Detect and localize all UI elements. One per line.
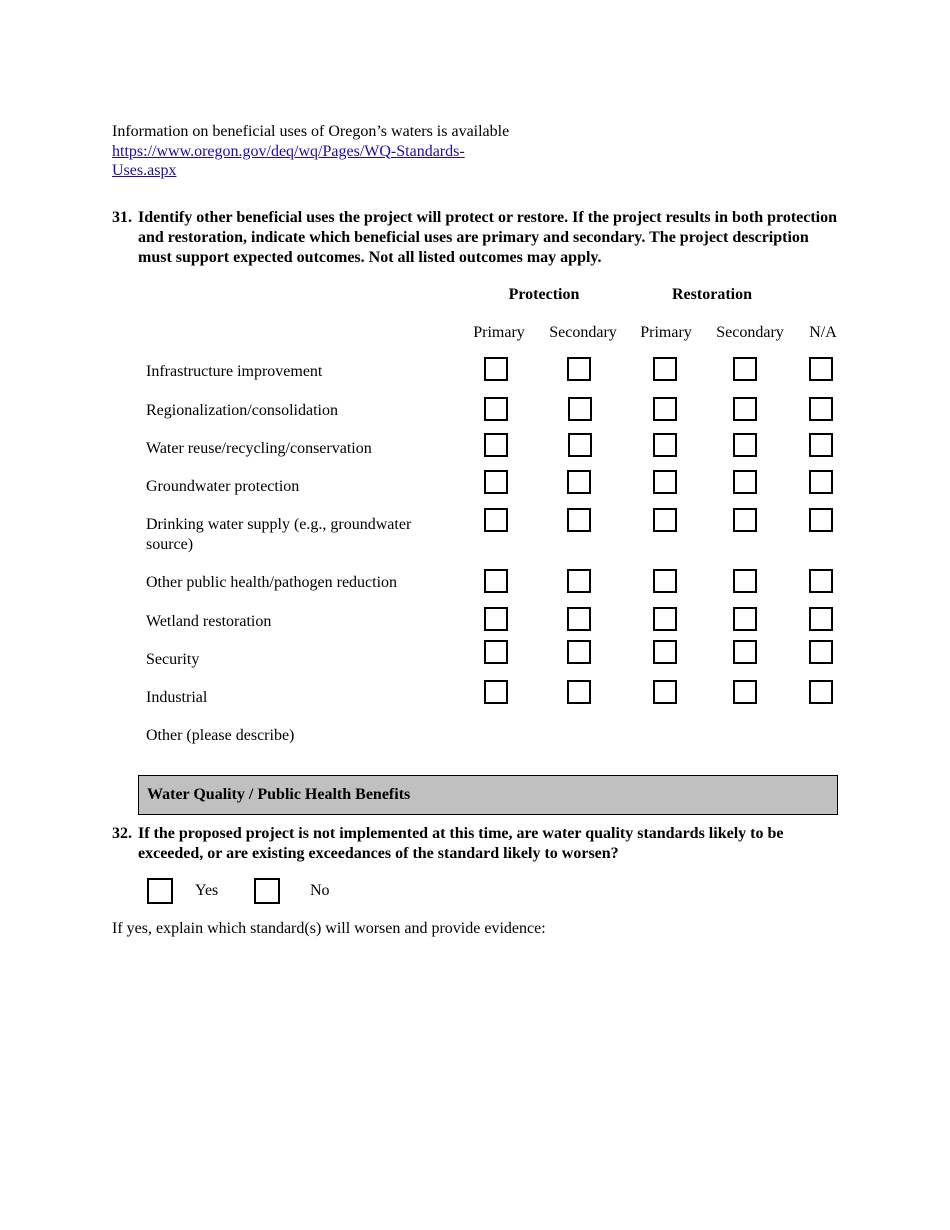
checkbox-groundwater-protection-primary[interactable] <box>484 470 508 494</box>
row-label-infrastructure: Infrastructure improvement <box>146 363 323 380</box>
question-31 <box>112 208 842 268</box>
followup-prompt: If yes, explain which standard(s) will worsen and provide evidence: <box>112 920 546 937</box>
checkbox-wetland-na[interactable] <box>809 607 833 631</box>
question-text: If the proposed project is not implemented at this time, are water quality standards likely to be exceeded, or are existing exceedances of the standard likely to worsen? <box>138 825 784 862</box>
checkbox-groundwater-restoration-primary[interactable] <box>653 470 677 494</box>
question-32 <box>112 824 842 864</box>
label-yes: Yes <box>195 882 219 899</box>
checkbox-infrastructure-restoration-primary[interactable] <box>653 357 677 381</box>
col-protection-primary: Primary <box>473 324 525 341</box>
checkbox-industrial-restoration-secondary[interactable] <box>733 680 757 704</box>
info-block <box>112 122 509 181</box>
section-header-water-quality: Water Quality / Public Health Benefits <box>138 775 838 815</box>
checkbox-security-restoration-primary[interactable] <box>653 640 677 664</box>
checkbox-water-reuse-restoration-secondary[interactable] <box>733 433 757 457</box>
checkbox-drinking-water-restoration-secondary[interactable] <box>733 508 757 532</box>
row-label-security: Security <box>146 651 200 668</box>
col-protection-secondary: Secondary <box>549 324 617 341</box>
question-number: 32. <box>112 825 132 842</box>
checkbox-security-na[interactable] <box>809 640 833 664</box>
checkbox-public-health-na[interactable] <box>809 569 833 593</box>
standards-link-continued[interactable]: Uses.aspx <box>112 162 177 179</box>
col-restoration-secondary: Secondary <box>716 324 784 341</box>
row-label-groundwater: Groundwater protection <box>146 478 300 495</box>
checkbox-public-health-restoration-primary[interactable] <box>653 569 677 593</box>
row-label-wetland: Wetland restoration <box>146 613 272 630</box>
checkbox-industrial-na[interactable] <box>809 680 833 704</box>
row-label-drinking-water: Drinking water supply (e.g., groundwater source) <box>146 516 412 553</box>
col-na: N/A <box>809 324 837 341</box>
checkbox-industrial-restoration-primary[interactable] <box>653 680 677 704</box>
checkbox-water-reuse-na[interactable] <box>809 433 833 457</box>
checkbox-industrial-protection-secondary[interactable] <box>567 680 591 704</box>
question-text: Identify other beneficial uses the project will protect or restore. If the project results in both protection and restoration, indicate which beneficial uses are primary and secondary. The project description must support expected outcomes. Not all listed outcomes may apply. <box>138 209 838 266</box>
group-header-restoration: Restoration <box>672 286 752 303</box>
checkbox-public-health-restoration-secondary[interactable] <box>733 569 757 593</box>
checkbox-security-restoration-secondary[interactable] <box>733 640 757 664</box>
checkbox-infrastructure-na[interactable] <box>809 357 833 381</box>
checkbox-wetland-protection-primary[interactable] <box>484 607 508 631</box>
checkbox-drinking-water-na[interactable] <box>809 508 833 532</box>
checkbox-infrastructure-protection-primary[interactable] <box>484 357 508 381</box>
checkbox-public-health-protection-secondary[interactable] <box>567 569 591 593</box>
row-label-regionalization: Regionalization/consolidation <box>146 402 338 419</box>
checkbox-wetland-restoration-primary[interactable] <box>653 607 677 631</box>
checkbox-infrastructure-protection-secondary[interactable] <box>567 357 591 381</box>
checkbox-regionalization-protection-secondary[interactable] <box>568 397 592 421</box>
checkbox-groundwater-protection-secondary[interactable] <box>567 470 591 494</box>
row-label-water-reuse: Water reuse/recycling/conservation <box>146 440 372 457</box>
checkbox-drinking-water-protection-primary[interactable] <box>484 508 508 532</box>
checkbox-groundwater-restoration-secondary[interactable] <box>733 470 757 494</box>
col-restoration-primary: Primary <box>640 324 692 341</box>
checkbox-water-reuse-restoration-primary[interactable] <box>653 433 677 457</box>
question-number: 31. <box>112 209 132 226</box>
label-no: No <box>310 882 330 899</box>
checkbox-no[interactable] <box>254 878 280 904</box>
checkbox-drinking-water-protection-secondary[interactable] <box>567 508 591 532</box>
checkbox-security-protection-primary[interactable] <box>484 640 508 664</box>
checkbox-regionalization-restoration-primary[interactable] <box>653 397 677 421</box>
checkbox-water-reuse-protection-primary[interactable] <box>484 433 508 457</box>
checkbox-drinking-water-restoration-primary[interactable] <box>653 508 677 532</box>
checkbox-regionalization-restoration-secondary[interactable] <box>733 397 757 421</box>
checkbox-infrastructure-restoration-secondary[interactable] <box>733 357 757 381</box>
row-label-other: Other (please describe) <box>146 727 295 744</box>
checkbox-regionalization-na[interactable] <box>809 397 833 421</box>
checkbox-security-protection-secondary[interactable] <box>567 640 591 664</box>
checkbox-yes[interactable] <box>147 878 173 904</box>
group-header-protection: Protection <box>508 286 580 303</box>
row-label-public-health: Other public health/pathogen reduction <box>146 574 398 591</box>
checkbox-wetland-restoration-secondary[interactable] <box>733 607 757 631</box>
checkbox-public-health-protection-primary[interactable] <box>484 569 508 593</box>
checkbox-groundwater-na[interactable] <box>809 470 833 494</box>
checkbox-water-reuse-protection-secondary[interactable] <box>568 433 592 457</box>
info-text: Information on beneficial uses of Oregon’s waters is available <box>112 123 510 140</box>
checkbox-wetland-protection-secondary[interactable] <box>567 607 591 631</box>
row-label-industrial: Industrial <box>146 689 208 706</box>
checkbox-industrial-protection-primary[interactable] <box>484 680 508 704</box>
standards-link[interactable]: https://www.oregon.gov/deq/wq/Pages/WQ-Standards- <box>112 142 465 160</box>
checkbox-regionalization-protection-primary[interactable] <box>484 397 508 421</box>
